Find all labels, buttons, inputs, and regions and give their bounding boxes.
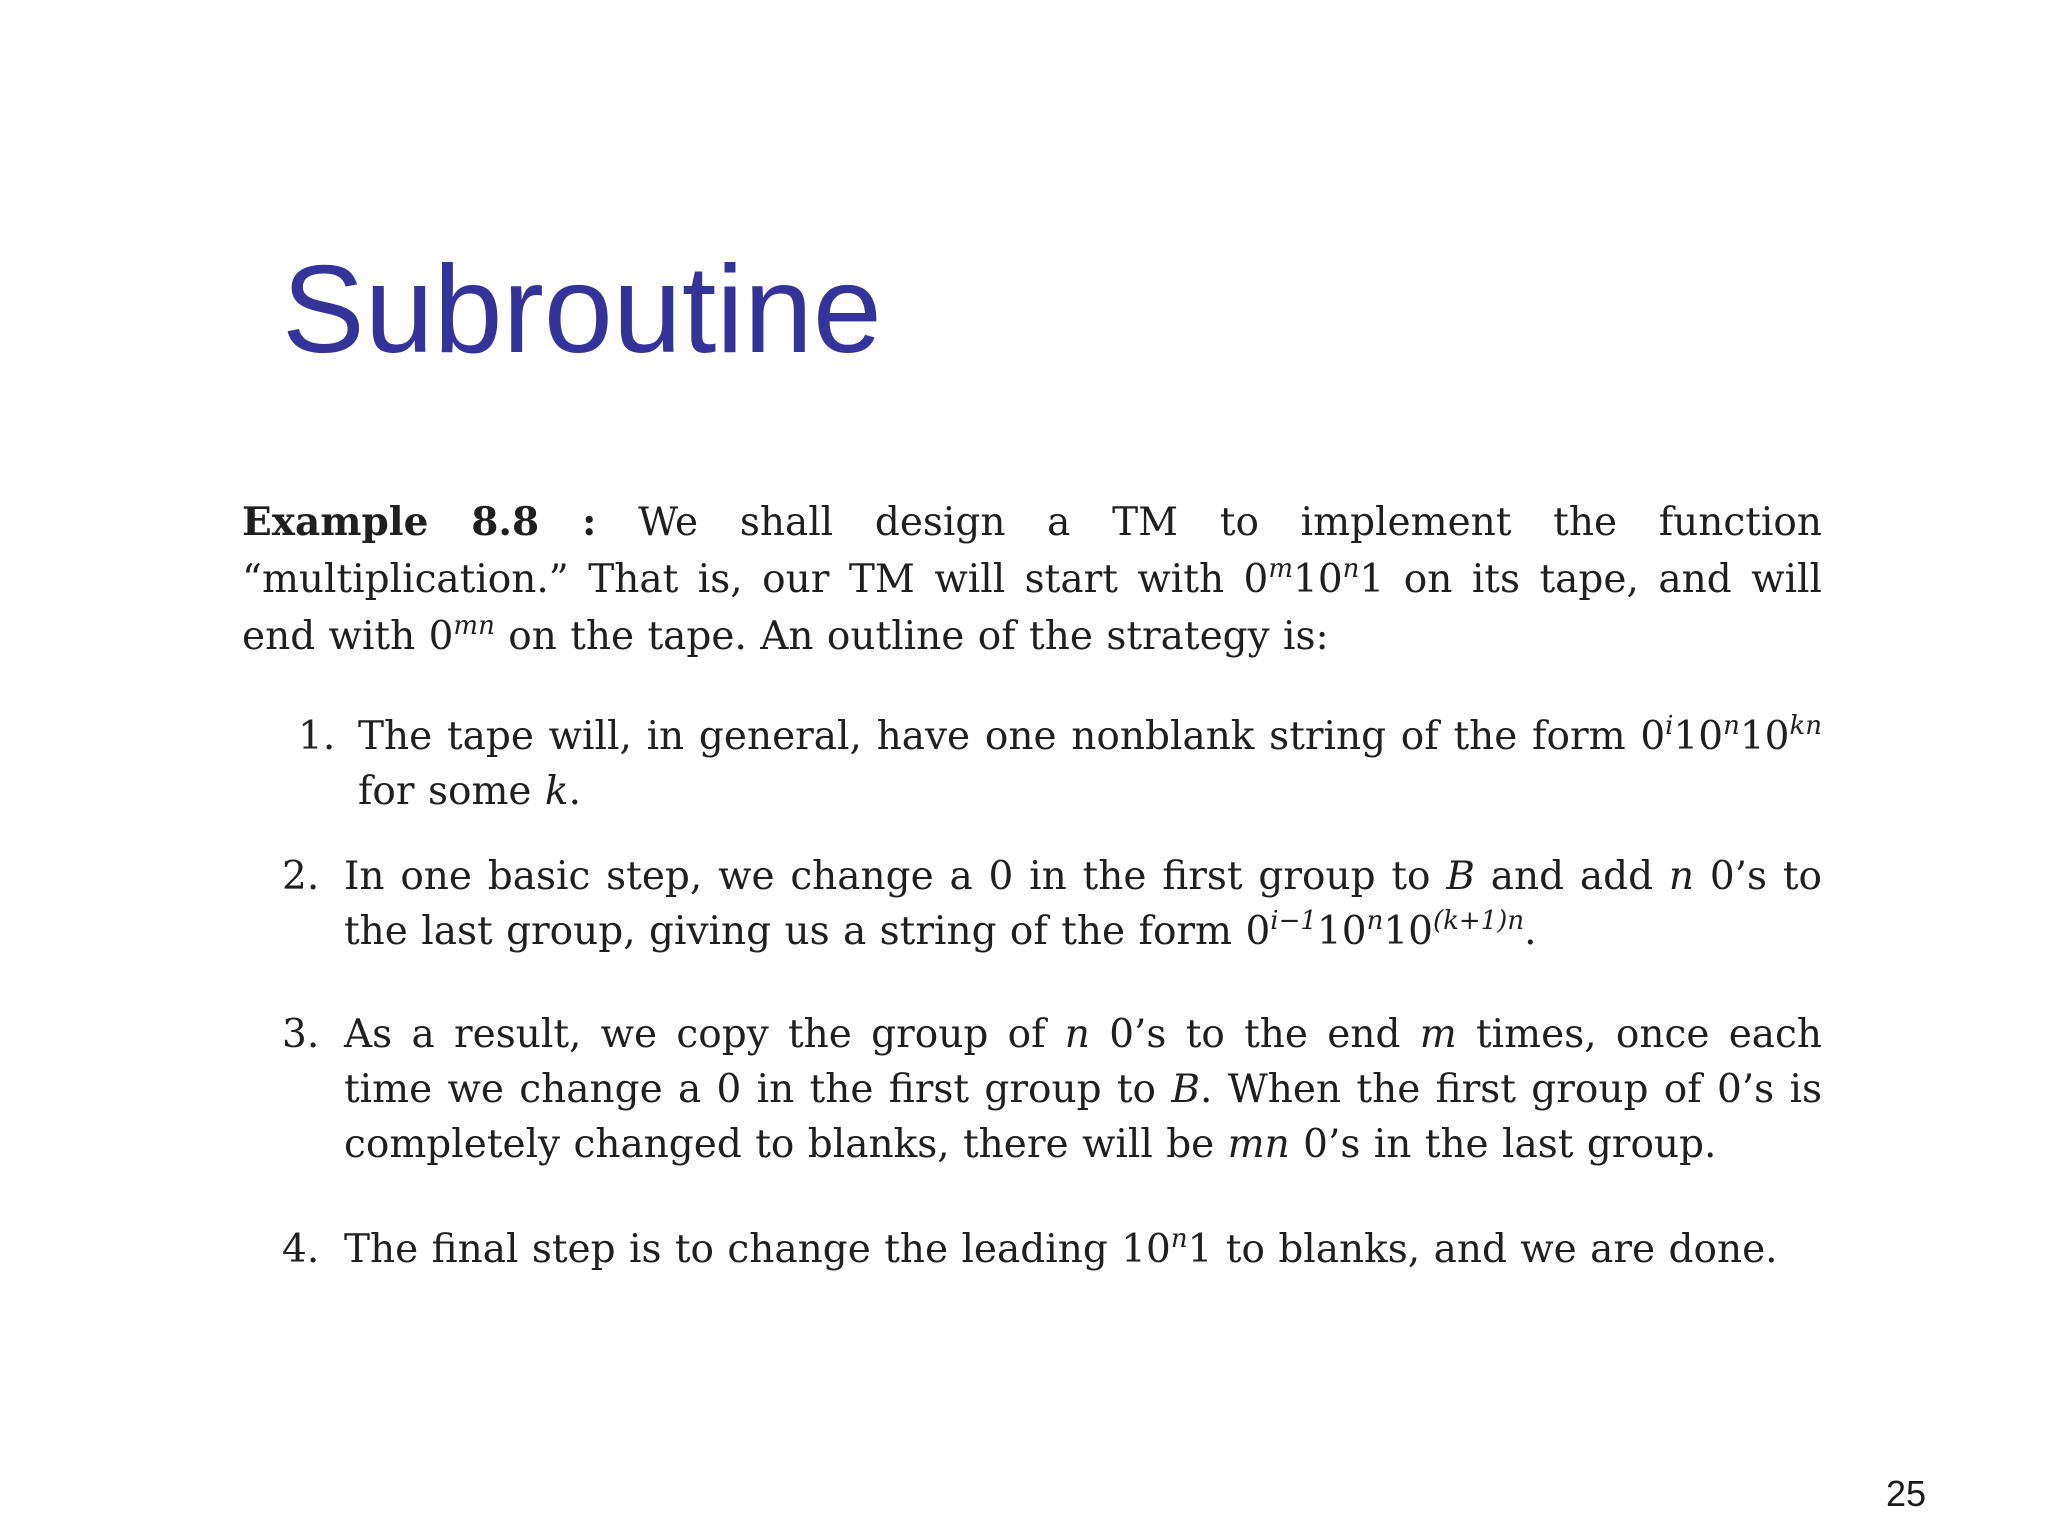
step-text: for some <box>358 769 545 814</box>
step-exponent: n <box>1366 906 1384 936</box>
slide-title: Subroutine <box>282 241 882 379</box>
step-text: . <box>568 769 581 814</box>
step-text: times, once each time we change a 0 in the first group to <box>344 1012 1822 1112</box>
step-math: mn <box>1227 1122 1290 1167</box>
strategy-step <box>242 1222 1822 1277</box>
step-exponent: (k+1)n <box>1432 906 1525 936</box>
page-number: 25 <box>1886 1473 1927 1514</box>
step-text: and add <box>1474 854 1669 899</box>
strategy-step <box>242 849 1822 959</box>
step-number: 4. <box>282 1227 320 1272</box>
strategy-step <box>242 1007 1822 1172</box>
step-number: 2. <box>282 854 320 899</box>
textbook-excerpt <box>242 494 1822 1277</box>
step-text: . <box>1524 909 1537 954</box>
step-math: B <box>1171 1067 1201 1112</box>
step-text: In one basic step, we change a 0 in the first group to <box>344 854 1447 899</box>
strategy-steps <box>242 709 1822 1277</box>
strategy-step <box>242 709 1822 819</box>
step-text: 0’s in the last group. <box>1289 1122 1717 1167</box>
intro-text: We shall design a TM to implement the function “multiplication.” That is, our TM will start with 0 <box>242 500 1822 602</box>
step-text: . When the first group of 0’s is completely changed to blanks, there will be <box>344 1067 1822 1167</box>
step-text: The tape will, in general, have one nonblank string of the form 0 <box>358 714 1666 759</box>
intro-text: on the tape. An outline of the strategy is: <box>494 614 1329 659</box>
step-math: m <box>1419 1012 1457 1057</box>
step-text: 10 <box>1739 714 1790 759</box>
intro-exponent: n <box>1342 554 1360 584</box>
step-text: As a result, we copy the group of <box>344 1012 1065 1057</box>
step-text: 0’s to the end <box>1089 1012 1420 1057</box>
step-number: 1. <box>298 714 336 759</box>
intro-exponent: mn <box>453 611 495 641</box>
intro-text: 10 <box>1293 557 1343 602</box>
step-math: n <box>1064 1012 1090 1057</box>
intro-text: 1 on its tape, and will end with 0 <box>242 557 1822 659</box>
intro-exponent: m <box>1268 554 1294 584</box>
step-text: The final step is to change the leading 10 <box>344 1227 1171 1272</box>
step-text: 0’s to the last group, giving us a string of the form 0 <box>344 854 1822 954</box>
step-text: 1 to blanks, and we are done. <box>1187 1227 1778 1272</box>
step-exponent: kn <box>1789 711 1822 741</box>
step-exponent: i <box>1665 711 1674 741</box>
step-exponent: n <box>1170 1224 1188 1254</box>
example-label: Example 8.8 : <box>242 499 597 545</box>
step-exponent: n <box>1723 711 1740 741</box>
step-text: 10 <box>1383 909 1433 954</box>
step-number: 3. <box>282 1012 320 1057</box>
step-text: 10 <box>1673 714 1724 759</box>
step-exponent: i−1 <box>1270 906 1317 936</box>
step-math: n <box>1668 854 1695 899</box>
example-intro <box>242 494 1822 665</box>
step-math: k <box>544 769 569 814</box>
step-text: 10 <box>1316 909 1367 954</box>
step-math: B <box>1446 854 1475 899</box>
